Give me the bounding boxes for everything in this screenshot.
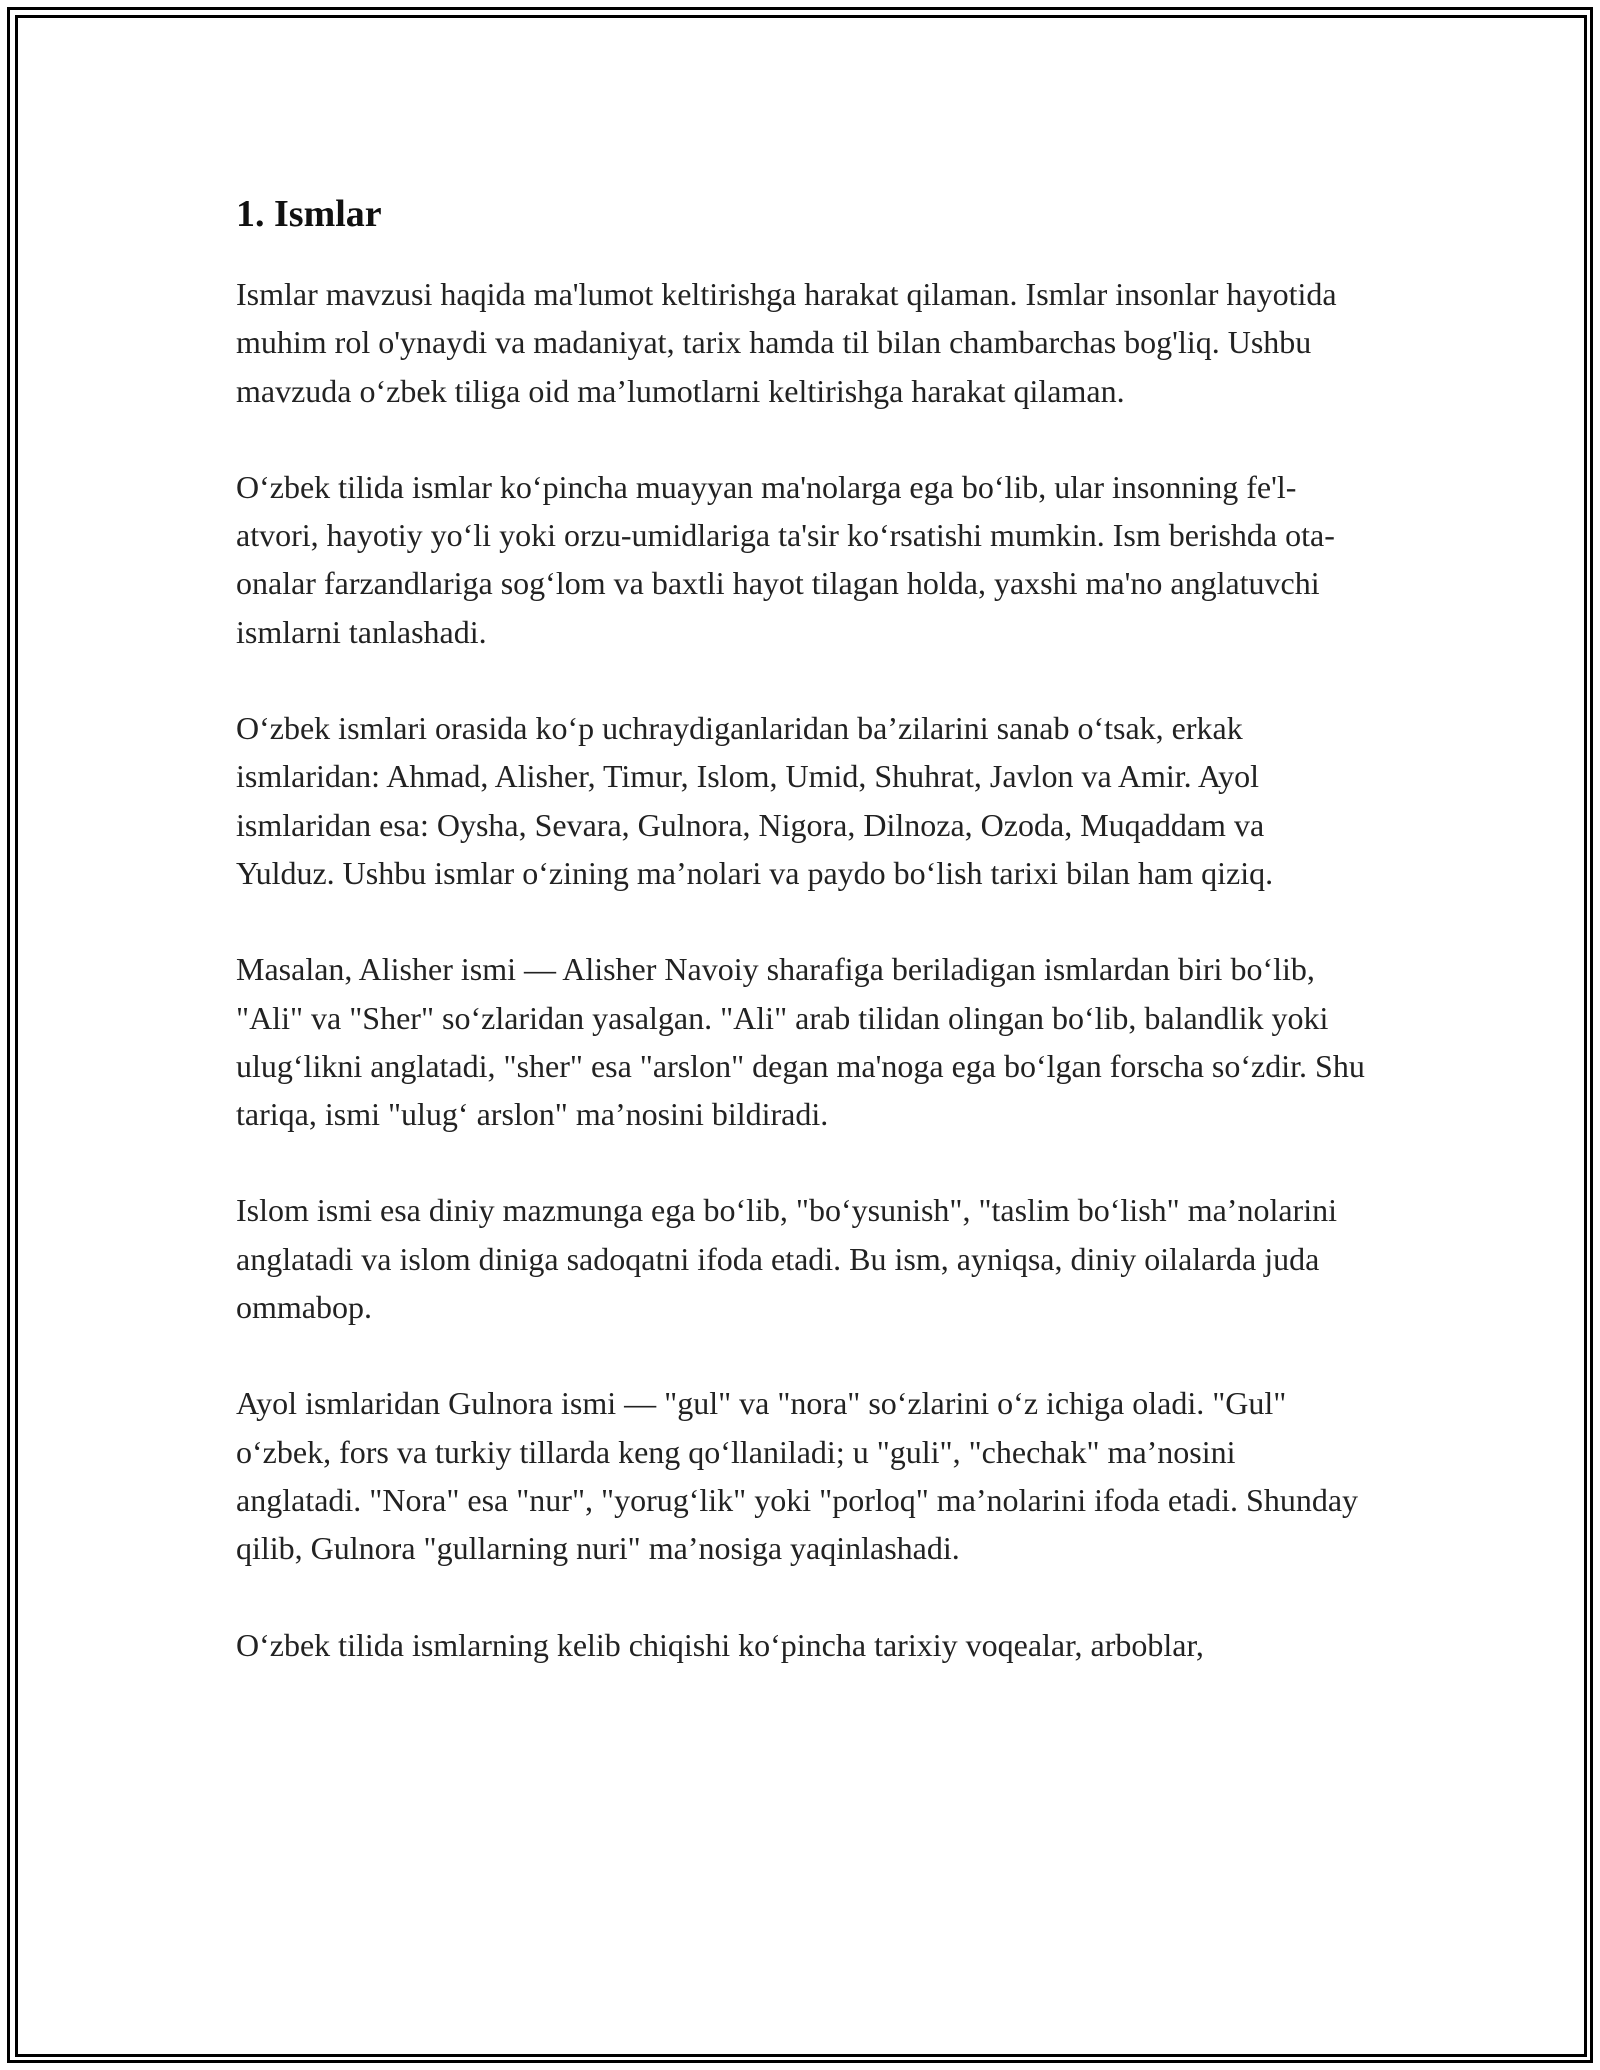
paragraph-gulnora: Ayol ismlaridan Gulnora ismi — "gul" va "nora" so‘zlarini o‘z ichiga oladi. "Gul" o‘zbek, fors va turkiy tillarda keng qo‘llaniladi; u "guli", "chechak" ma’nosini anglatadi. "Nora" esa "nur", "yorug‘lik" yoki "porloq" ma’nolarini ifoda etadi. Shunday qilib, Gulnora "gullarning nuri" ma’nosiga yaqinlashadi. — [236, 1385, 1359, 1567]
paragraph-common-names: O‘zbek ismlari orasida ko‘p uchraydiganlaridan ba’zilarini sanab o‘tsak, erkak ismlaridan: Ahmad, Alisher, Timur, Islom, Umid, Shuhrat, Javlon va Amir. Ayol ismlaridan esa: Oysha, Sevara, Gulnora, Nigora, Dilnoza, Ozoda, Muqaddam va Yulduz. Ushbu ismlar o‘zining ma’nolari va paydo bo‘lish tarixi bilan ham qiziq. — [236, 710, 1274, 891]
paragraph-islom: Islom ismi esa diniy mazmunga ega bo‘lib, "bo‘ysunish", "taslim bo‘lish" ma’nolarini anglatadi va islom diniga sadoqatni ifoda etadi. Bu ism, ayniqsa, diniy oilalarda juda ommabop. — [236, 1192, 1337, 1326]
paragraph-alisher: Masalan, Alisher ismi — Alisher Navoiy sharafiga beriladigan ismlardan biri bo‘lib, "Ali" va "Sher" so‘zlaridan yasalgan. "Ali" arab tilidan olingan bo‘lib, balandlik yoki ulug‘likni anglatadi, "sher" esa "arslon" degan ma'noga ega bo‘lgan forscha so‘zdir. Shu tariqa, ismi "ulug‘ arslon" ma’nosini bildiradi. — [236, 951, 1365, 1133]
paragraph-intro: Ismlar mavzusi haqida ma'lumot keltirishga harakat qilaman. Ismlar insonlar hayotida muhim rol o'ynaydi va madaniyat, tarix hamda til bilan chambarchas bog'liq. Ushbu mavzuda o‘zbek tiliga oid ma’lumotlarni keltirishga harakat qilaman. — [236, 276, 1337, 409]
section-heading: 1. Ismlar — [236, 193, 382, 235]
document-body — [236, 186, 1366, 1717]
paragraph-meanings: O‘zbek tilida ismlar ko‘pincha muayyan ma'nolarga ega bo‘lib, ular insonning fe'l-atvori, hayotiy yo‘li yoki orzu-umidlariga ta'sir ko‘rsatishi mumkin. Ism berishda ota-onalar farzandlariga sog‘lom va baxtli hayot tilagan holda, yaxshi ma'no anglatuvchi ismlarni tanlashadi. — [236, 468, 1335, 650]
paragraph-origin: O‘zbek tilida ismlarning kelib chiqishi ko‘pincha tarixiy voqealar, arboblar, — [236, 1626, 1204, 1663]
